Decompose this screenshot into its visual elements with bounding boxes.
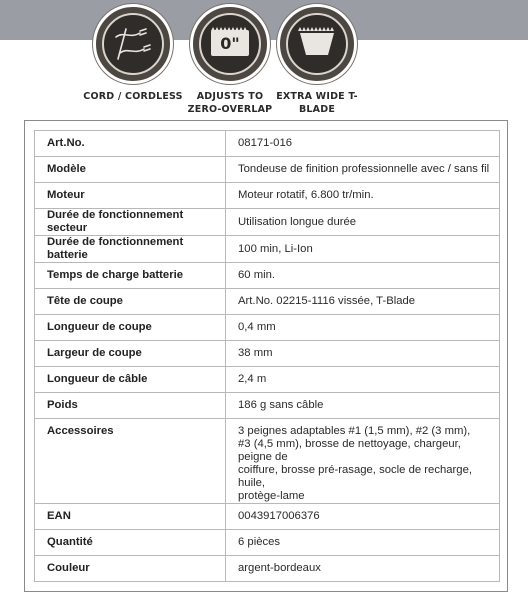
spec-label: Moteur (35, 183, 226, 209)
spec-value: Art.No. 02215-1116 vissée, T-Blade (226, 289, 500, 315)
table-row (35, 393, 500, 419)
spec-value: 186 g sans câble (226, 393, 500, 419)
spec-value: argent-bordeaux (226, 556, 500, 582)
spec-value: Moteur rotatif, 6.800 tr/min. (226, 183, 500, 209)
spec-label: Durée de fonctionnement secteur (35, 209, 226, 236)
spec-label: Tête de coupe (35, 289, 226, 315)
table-row (35, 341, 500, 367)
table-row (35, 131, 500, 157)
feature-label: EXTRA WIDE T-BLADE (276, 91, 358, 115)
spec-label: Art.No. (35, 131, 226, 157)
table-row (35, 530, 500, 556)
table-row (35, 556, 500, 582)
spec-label: Quantité (35, 530, 226, 556)
table-row (35, 209, 500, 236)
spec-table (34, 130, 500, 582)
spec-value: 0043917006376 (226, 504, 500, 530)
t-blade-badge (277, 4, 357, 84)
zero-overlap-badge (190, 4, 270, 84)
feature-strip (0, 0, 528, 118)
spec-label: Poids (35, 393, 226, 419)
spec-value: 2,4 m (226, 367, 500, 393)
spec-value: 60 min. (226, 263, 500, 289)
table-row (35, 367, 500, 393)
table-row (35, 236, 500, 263)
spec-value: 0,4 mm (226, 315, 500, 341)
spec-label: Modèle (35, 157, 226, 183)
spec-label: Couleur (35, 556, 226, 582)
table-row (35, 315, 500, 341)
table-row (35, 263, 500, 289)
spec-label: Accessoires (35, 419, 226, 504)
spec-value-line: coiffure, brosse pré-rasage, socle de recharge, huile, (238, 464, 473, 489)
spec-value: 38 mm (226, 341, 500, 367)
spec-label: EAN (35, 504, 226, 530)
table-row (35, 183, 500, 209)
feature-cord-cordless (78, 4, 188, 103)
table-row (35, 289, 500, 315)
t-blade-icon (280, 7, 354, 81)
spec-value: 6 pièces (226, 530, 500, 556)
spec-label: Largeur de coupe (35, 341, 226, 367)
cord-cordless-badge (93, 4, 173, 84)
feature-label: ADJUSTS TO ZERO-OVERLAP (187, 91, 273, 115)
spec-value: Tondeuse de finition professionnelle avec / sans fil (226, 157, 500, 183)
table-row (35, 419, 500, 504)
feature-t-blade (262, 4, 372, 116)
spec-value-line: protège-lame (238, 490, 305, 502)
table-row (35, 504, 500, 530)
spec-value-line: #3 (4,5 mm), brosse de nettoyage, chargeur, peigne de (238, 438, 461, 463)
spec-value (226, 419, 500, 504)
spec-label: Durée de fonctionnement batterie (35, 236, 226, 263)
spec-label: Longueur de coupe (35, 315, 226, 341)
feature-label: CORD / CORDLESS (83, 91, 183, 102)
spec-value: 100 min, Li-Ion (226, 236, 500, 263)
zero-overlap-value: 0" (211, 30, 249, 56)
spec-label: Temps de charge batterie (35, 263, 226, 289)
spec-value-line: 3 peignes adaptables #1 (1,5 mm), #2 (3 mm), (238, 425, 471, 437)
cord-cordless-icon (96, 7, 170, 81)
spec-value: Utilisation longue durée (226, 209, 500, 236)
table-row (35, 157, 500, 183)
spec-label: Longueur de câble (35, 367, 226, 393)
spec-value: 08171-016 (226, 131, 500, 157)
